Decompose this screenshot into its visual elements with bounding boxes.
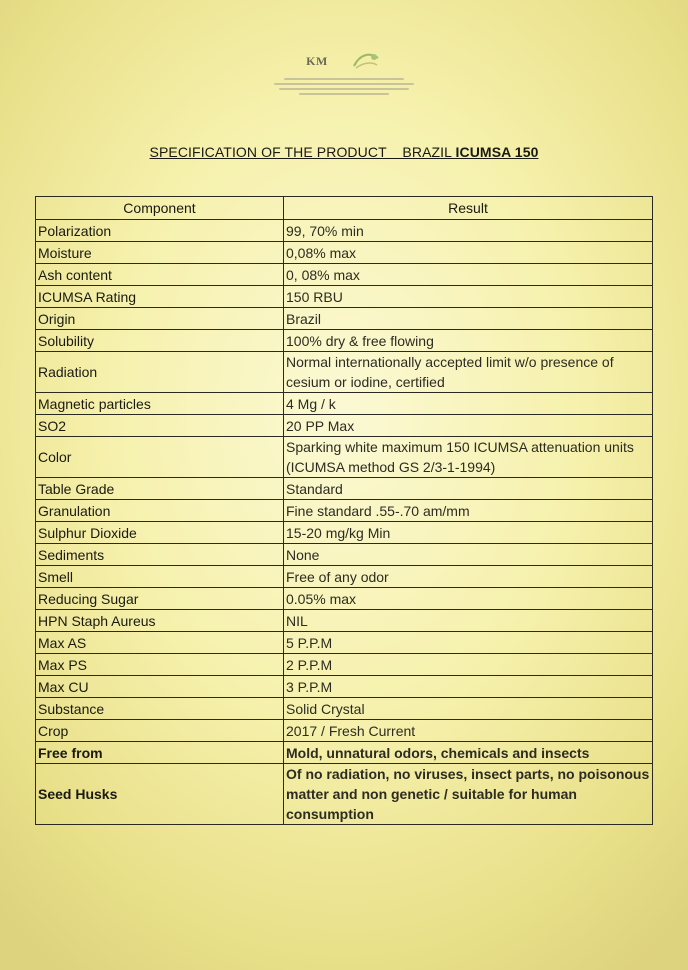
component-cell: Color	[36, 437, 284, 478]
header-component: Component	[36, 197, 284, 220]
result-cell: NIL	[284, 610, 653, 632]
result-cell: 15-20 mg/kg Min	[284, 522, 653, 544]
component-cell: Origin	[36, 308, 284, 330]
table-row	[36, 500, 653, 522]
component-cell: Magnetic particles	[36, 393, 284, 415]
component-cell: Reducing Sugar	[36, 588, 284, 610]
result-cell: 0,08% max	[284, 242, 653, 264]
table-row	[36, 393, 653, 415]
table-row	[36, 742, 653, 764]
component-cell: Radiation	[36, 352, 284, 393]
km-logo: KM	[306, 53, 328, 68]
table-row	[36, 437, 653, 478]
result-cell: Solid Crystal	[284, 698, 653, 720]
table-row	[36, 544, 653, 566]
table-row	[36, 308, 653, 330]
component-cell: Sediments	[36, 544, 284, 566]
table-row	[36, 588, 653, 610]
table-row	[36, 720, 653, 742]
result-cell: 3 P.P.M	[284, 676, 653, 698]
result-cell: Brazil	[284, 308, 653, 330]
table-row	[36, 522, 653, 544]
result-cell: Standard	[284, 478, 653, 500]
result-cell: 0.05% max	[284, 588, 653, 610]
table-row	[36, 330, 653, 352]
letterhead	[0, 48, 688, 98]
table-row	[36, 610, 653, 632]
component-cell: HPN Staph Aureus	[36, 610, 284, 632]
table-row	[36, 478, 653, 500]
component-cell: Max AS	[36, 632, 284, 654]
table-row	[36, 566, 653, 588]
table-row	[36, 242, 653, 264]
title-prefix: SPECIFICATION OF THE PRODUCT BRAZIL	[149, 144, 456, 160]
component-cell: Crop	[36, 720, 284, 742]
result-cell: 99, 70% min	[284, 220, 653, 242]
header-result: Result	[284, 197, 653, 220]
result-cell: Of no radiation, no viruses, insect parts, no poisonous matter and non genetic / suitable for human consumption	[284, 764, 653, 825]
result-cell: 100% dry & free flowing	[284, 330, 653, 352]
result-cell: 150 RBU	[284, 286, 653, 308]
table-row	[36, 415, 653, 437]
component-cell: Substance	[36, 698, 284, 720]
result-cell: Normal internationally accepted limit w/o presence of cesium or iodine, certified	[284, 352, 653, 393]
component-cell: Max CU	[36, 676, 284, 698]
component-cell: Max PS	[36, 654, 284, 676]
component-cell: ICUMSA Rating	[36, 286, 284, 308]
table-row	[36, 220, 653, 242]
component-cell: Table Grade	[36, 478, 284, 500]
component-cell: Polarization	[36, 220, 284, 242]
leaf-swirl-logo-icon	[350, 50, 382, 72]
table-row	[36, 352, 653, 393]
component-cell: Moisture	[36, 242, 284, 264]
letterhead-fine-print	[274, 78, 414, 95]
specification-table	[35, 196, 653, 825]
logo-group	[0, 48, 688, 74]
table-header-row	[36, 197, 653, 220]
component-cell: Granulation	[36, 500, 284, 522]
table-row	[36, 286, 653, 308]
table-row	[36, 698, 653, 720]
table-row	[36, 632, 653, 654]
component-cell: Seed Husks	[36, 764, 284, 825]
result-cell: Mold, unnatural odors, chemicals and insects	[284, 742, 653, 764]
title-product: ICUMSA 150	[455, 144, 539, 160]
component-cell: Free from	[36, 742, 284, 764]
result-cell: 2 P.P.M	[284, 654, 653, 676]
result-cell: 4 Mg / k	[284, 393, 653, 415]
component-cell: Sulphur Dioxide	[36, 522, 284, 544]
component-cell: Smell	[36, 566, 284, 588]
component-cell: SO2	[36, 415, 284, 437]
result-cell: 0, 08% max	[284, 264, 653, 286]
result-cell: 5 P.P.M	[284, 632, 653, 654]
result-cell: 20 PP Max	[284, 415, 653, 437]
table-row	[36, 654, 653, 676]
result-cell: None	[284, 544, 653, 566]
table-row	[36, 764, 653, 825]
result-cell: Fine standard .55-.70 am/mm	[284, 500, 653, 522]
result-cell: Sparking white maximum 150 ICUMSA attenuation units (ICUMSA method GS 2/3-1-1994)	[284, 437, 653, 478]
result-cell: 2017 / Fresh Current	[284, 720, 653, 742]
result-cell: Free of any odor	[284, 566, 653, 588]
component-cell: Ash content	[36, 264, 284, 286]
table-row	[36, 264, 653, 286]
document-title	[0, 144, 688, 160]
component-cell: Solubility	[36, 330, 284, 352]
table-row	[36, 676, 653, 698]
